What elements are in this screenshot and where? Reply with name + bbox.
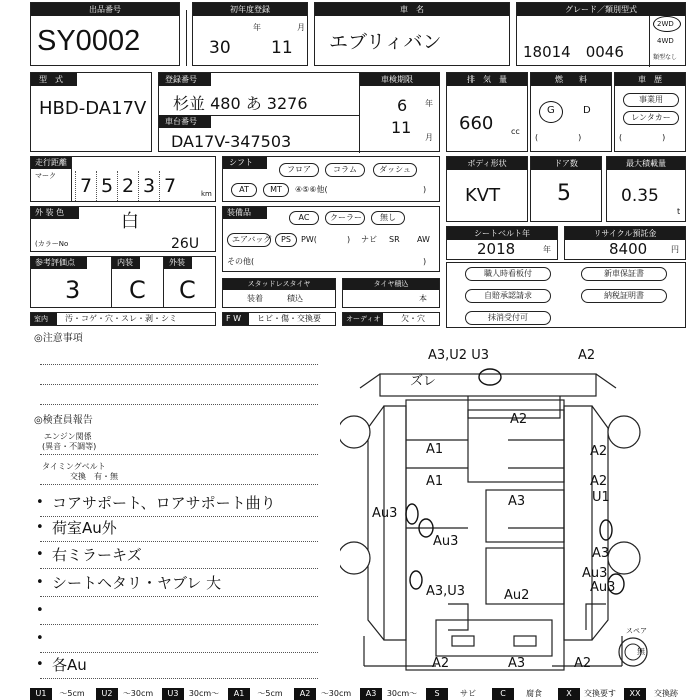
load-box: 最大積載量 0.35 t: [606, 156, 686, 222]
studless-fitted: 装着: [247, 294, 263, 303]
damage-mark: A3,U3: [426, 584, 466, 599]
load-label: 最大積載量: [607, 157, 685, 170]
fw-box: [222, 312, 336, 326]
score-value: 3: [65, 276, 81, 304]
fw-value: ヒビ・傷・交換要: [257, 314, 321, 323]
damage-mark: A2: [590, 444, 608, 459]
lot-number-value: SY0002: [37, 25, 141, 57]
damage-mark: Au3: [590, 580, 616, 595]
damage-mark: A2: [432, 656, 450, 671]
legend-code: A3: [360, 688, 382, 700]
interior-condition-value: 汚・コゲ・穴・スレ・剥・シミ: [65, 314, 177, 323]
documents-box: [446, 262, 686, 328]
shift-at: AT: [231, 183, 257, 197]
equip-sr: SR: [389, 235, 400, 244]
mileage-digit: 3: [138, 171, 159, 201]
engine-label: エンジン関係: [44, 432, 92, 441]
exterior-value: C: [179, 276, 196, 304]
mileage-digits: [75, 171, 201, 201]
audio-label: オーディオ: [346, 315, 381, 323]
chassis-label: 車台番号: [165, 117, 197, 126]
mileage-digit: 7: [75, 171, 96, 201]
color-label: 外 装 色: [35, 208, 65, 217]
body-type-value: KVT: [465, 185, 501, 206]
fuel-label: 燃 料: [531, 73, 611, 86]
doors-box: [530, 156, 602, 222]
report-line: 荷室Au外: [52, 519, 117, 537]
damage-mark: A2: [578, 348, 596, 363]
tire-load-box: タイヤ積込 本: [342, 278, 440, 308]
score-box: [30, 256, 216, 308]
report-line: 各Au: [52, 656, 87, 674]
legend-desc: 交換跡: [654, 689, 678, 698]
color-value: 白: [121, 211, 139, 232]
recycle-value: 8400: [609, 240, 648, 258]
legend-desc: ～5cm: [59, 689, 85, 698]
equip-aw: AW: [417, 235, 430, 244]
grade-box: [516, 2, 686, 66]
equipment-box: 装備品 AC クーラー 無し エアバッグ PS PW( ) ナビ SR AW その他( ): [222, 206, 440, 272]
damage-mark: Au3: [372, 506, 398, 521]
equip-cooler: クーラー: [325, 211, 365, 225]
displacement-label: 排 気 量: [447, 73, 527, 86]
spare-value: 無: [637, 647, 645, 656]
damage-mark: A2: [574, 656, 592, 671]
studless-box: [222, 278, 336, 308]
equip-other: その他(: [227, 257, 255, 266]
inspection-label: 車検期限: [381, 75, 413, 84]
damage-mark: A1: [426, 474, 444, 489]
legend-code: U2: [96, 688, 118, 700]
timing-label: タイミングベルト: [42, 462, 106, 471]
legend-code: X: [558, 688, 580, 700]
equip-pw: PW(: [301, 235, 317, 244]
report-bullet: •: [36, 631, 44, 646]
equip-airbag: エアバッグ: [227, 233, 271, 247]
recycle-label: リサイクル預託金: [565, 227, 685, 240]
mileage-box: 走行距離 マーク 7 5 2 3 7 km: [30, 156, 216, 202]
exterior-label: 外装: [169, 258, 185, 267]
model-box: [30, 72, 152, 152]
color-box: 外 装 色 白 (カラーNo 26U: [30, 206, 216, 252]
damage-mark: A3: [508, 494, 526, 509]
reg-number-value: 杉並 480 あ 3276: [173, 94, 308, 113]
legend-code: U1: [30, 688, 52, 700]
equip-ac: AC: [289, 211, 319, 225]
legend-desc: ～5cm: [257, 689, 283, 698]
body-type-label: ボディ形状: [447, 157, 527, 170]
equipment-label: 装備品: [227, 208, 251, 217]
legend-code: C: [492, 688, 514, 700]
model-label: 型 式: [39, 75, 63, 84]
chassis-value: DA17V-347503: [171, 132, 292, 151]
legend-desc: ～30cm: [320, 689, 352, 698]
drive-2wd: 2WD: [657, 20, 674, 28]
legend-code: S: [426, 688, 448, 700]
audio-box: [342, 312, 440, 326]
seatbelt-box: シートベルト年 2018 年: [446, 226, 558, 260]
fuel-d: D: [583, 105, 591, 116]
legend-desc: 交換要す: [584, 689, 616, 698]
tire-load-label: タイヤ積込: [343, 279, 439, 290]
report-bullet: •: [36, 657, 44, 672]
interior-condition-label: 室内: [34, 315, 48, 323]
shift-other: ④⑤⑥他(: [295, 185, 328, 194]
reg-number-label: 登録番号: [165, 75, 197, 84]
studless-label: スタッドレスタイヤ: [223, 279, 335, 290]
legend-code: A2: [294, 688, 316, 700]
fw-label: F W: [226, 314, 242, 323]
doc-insurance: 自賠承認請求: [465, 289, 551, 303]
doors-label: ドア数: [531, 157, 601, 170]
registration-box: 登録番号 杉並 480 あ 3276 車台番号 DA17V-347503 車検期限 年 月 6 11: [158, 72, 440, 152]
body-type-box: [446, 156, 528, 222]
shift-box: シフト フロア コラム ダッシュ AT MT ④⑤⑥他( ): [222, 156, 440, 202]
car-name-label: 車 名: [315, 3, 509, 16]
engine-sub: (異音・不調等): [42, 442, 97, 451]
history-label: 車 歴: [615, 73, 685, 86]
damage-mark: Au3: [582, 566, 608, 581]
history-box: 車 歴 事業用 レンタカー ( ): [614, 72, 686, 152]
report-bullet: •: [36, 575, 44, 590]
grade-value: 18014 0046: [523, 43, 624, 61]
displacement-box: 排 気 量 660 cc: [446, 72, 528, 152]
legend-desc: 30cm～: [386, 689, 418, 698]
mileage-digit: 2: [117, 171, 138, 201]
doc-signboard: 職人時看板付: [465, 267, 551, 281]
legend-code: U3: [162, 688, 184, 700]
doors-value: 5: [557, 181, 571, 206]
seatbelt-value: 2018: [477, 240, 516, 258]
damage-mark: Au2: [504, 588, 530, 603]
interior-label: 内装: [117, 258, 133, 267]
mileage-digit: 7: [159, 171, 180, 201]
damage-mark: ズレ: [410, 374, 437, 389]
fuel-g: G: [547, 105, 555, 116]
drive-none: 類型なし: [653, 54, 678, 61]
damage-mark: A3: [592, 546, 610, 561]
damage-mark: A1: [426, 442, 444, 457]
shift-label: シフト: [229, 158, 253, 167]
legend-code: XX: [624, 688, 646, 700]
car-name-value: エブリィバン: [329, 31, 442, 53]
damage-mark: U1: [592, 490, 610, 505]
shift-dash: ダッシュ: [373, 163, 417, 177]
damage-mark: A3: [508, 656, 526, 671]
legend-desc: サビ: [460, 689, 476, 698]
car-name-box: [314, 2, 510, 66]
report-line: コアサポート、ロアサポート曲り: [52, 494, 276, 512]
report-bullet: •: [36, 495, 44, 510]
first-registration-month: 11: [271, 38, 293, 58]
first-registration-box: 初年度登録 年 月 30 11: [192, 2, 308, 66]
score-label: 参考評価点: [35, 258, 75, 267]
first-registration-label: 初年度登録: [193, 3, 307, 16]
legend-desc: 30cm～: [188, 689, 220, 698]
history-business: 事業用: [623, 93, 679, 107]
displacement-value: 660: [459, 113, 494, 134]
load-value: 0.35: [621, 186, 659, 206]
equip-ps: PS: [275, 233, 297, 247]
mileage-digit: 5: [96, 171, 117, 201]
equip-navi: ナビ: [361, 235, 377, 244]
seatbelt-label: シートベルト年: [447, 227, 557, 240]
report-bullet: •: [36, 547, 44, 562]
damage-mark: A2: [590, 474, 608, 489]
legend-code: A1: [228, 688, 250, 700]
report-bullet: •: [36, 603, 44, 618]
damage-mark: A2: [510, 412, 528, 427]
studless-extra: 積込: [287, 294, 303, 303]
caution-title: ◎注意事項: [34, 333, 83, 344]
interior-value: C: [129, 276, 146, 304]
report-line: シートヘタリ・ヤブレ 大: [52, 574, 222, 592]
lot-number-label: 出品番号: [31, 3, 179, 16]
inspection-month: 11: [391, 118, 412, 137]
doc-warranty: 新車保証書: [581, 267, 667, 281]
legend-desc: 腐食: [526, 689, 542, 698]
shift-floor: フロア: [279, 163, 319, 177]
doc-tax-certificate: 納税証明書: [581, 289, 667, 303]
color-number-value: 26U: [171, 236, 200, 252]
spare-label: スペア: [626, 627, 647, 635]
interior-condition-box: [30, 312, 216, 326]
shift-column: コラム: [325, 163, 365, 177]
inspection-year: 6: [397, 96, 408, 115]
model-value: HBD-DA17V: [39, 98, 147, 119]
audio-value: 欠・穴: [401, 314, 425, 323]
damage-mark: Au3: [433, 534, 459, 549]
report-bullet: •: [36, 520, 44, 535]
doc-deregistration: 抹消受付可: [465, 311, 551, 325]
legend-desc: ～30cm: [122, 689, 154, 698]
inspector-title: ◎検査員報告: [34, 415, 93, 426]
mileage-label: 走行距離: [35, 158, 67, 167]
shift-mt: MT: [263, 183, 289, 197]
lot-number-box: [30, 2, 180, 66]
grade-label: グレード／類別型式: [517, 3, 685, 16]
recycle-box: リサイクル預託金 8400 円: [564, 226, 686, 260]
timing-value: 交換 有・無: [70, 472, 118, 481]
damage-mark: A3,U2 U3: [428, 348, 490, 363]
first-registration-year: 30: [209, 38, 231, 58]
drive-4wd: 4WD: [657, 37, 674, 45]
report-line: 右ミラーキズ: [52, 546, 142, 564]
equip-none: 無し: [371, 211, 405, 225]
fuel-box: 燃 料 G D ( ): [530, 72, 612, 152]
history-rental: レンタカー: [623, 111, 679, 125]
